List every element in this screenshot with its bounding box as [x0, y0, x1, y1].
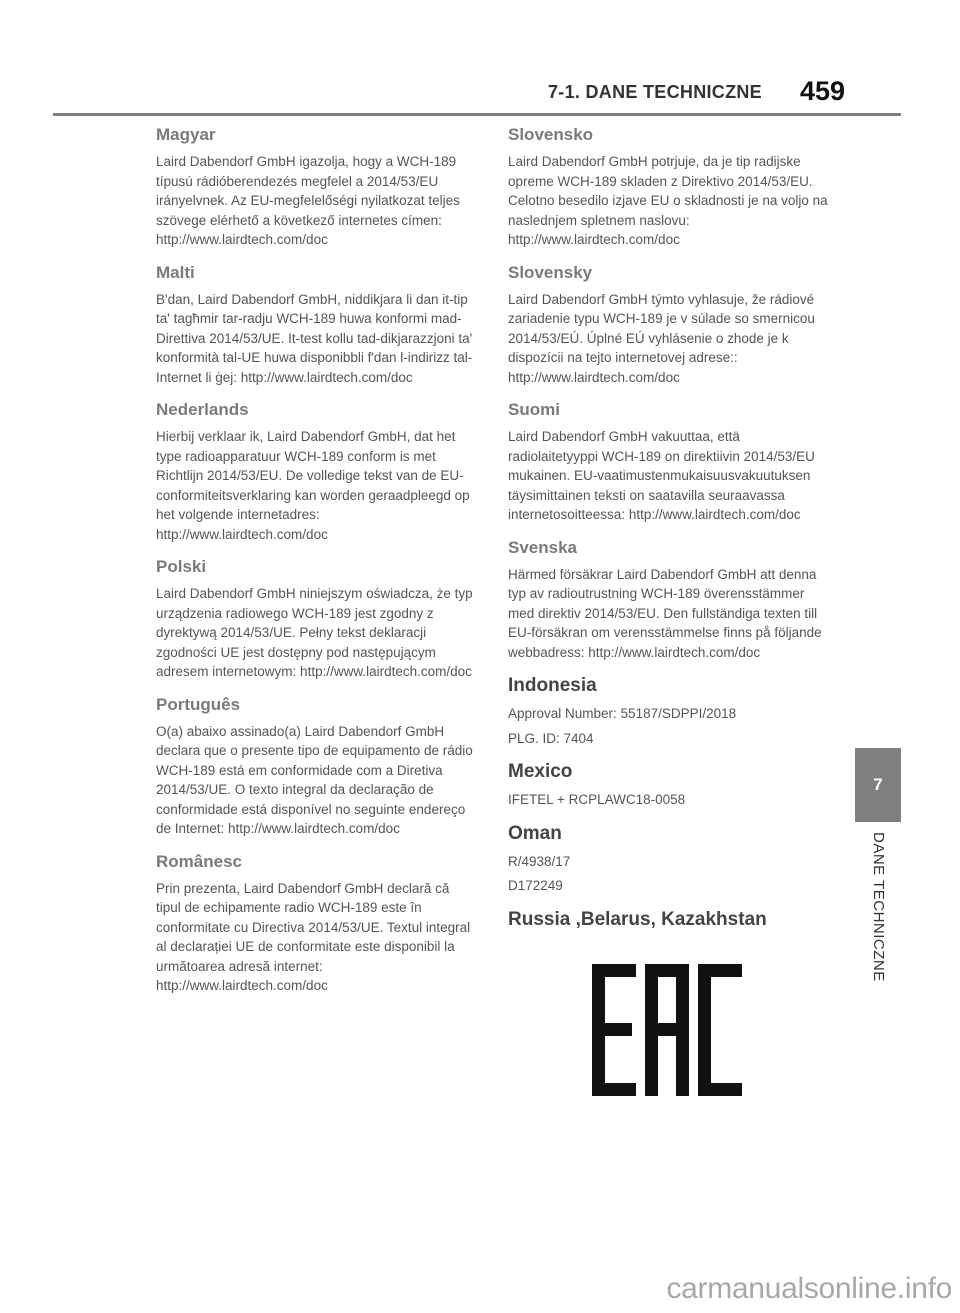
section-heading: Magyar — [156, 125, 216, 144]
approval-number: Approval Number: 55187/SDPPI/2018 — [508, 706, 737, 721]
section-polski — [156, 556, 476, 682]
section-heading: Suomi — [508, 400, 560, 419]
section-nederlands — [156, 399, 476, 544]
country-mexico — [508, 760, 828, 810]
left-column — [156, 124, 476, 1008]
section-svenska — [508, 537, 828, 663]
plg-id: PLG. ID: 7404 — [508, 730, 594, 746]
registration-number: R/4938/17 — [508, 853, 571, 869]
ifetel-number: IFETEL + RCPLAWC18-0058 — [508, 792, 686, 807]
section-heading: Português — [156, 694, 241, 714]
section-portugues — [156, 694, 476, 839]
section-heading: Polski — [156, 557, 207, 576]
section-heading: Nederlands — [156, 400, 249, 419]
section-slovensko — [508, 124, 828, 250]
section-text: B'dan, Laird Dabendorf GmbH, niddikjara li dan it-tip ta' tagħmir tar-radju WCH-189 huwa konformi mad-Direttiva 2014/53/UE. It-test kollu tad-dikjarazzjoni ta' konformità tal-UE huwa disponibbli f'dan l-indirizz tal-Internet li ġej: http://www.lairdtech.com/doc — [156, 291, 473, 385]
header-divider — [53, 113, 901, 116]
section-magyar — [156, 124, 476, 250]
dealer-number: D172249 — [508, 878, 563, 893]
section-malti — [156, 262, 476, 388]
country-heading: Indonesia — [508, 675, 597, 696]
page-number: 459 — [800, 76, 846, 106]
section-text: Prin prezenta, Laird Dabendorf GmbH declară că tipul de echipamente radio WCH-189 este în conformitate cu Directiva 2014/53/UE. Textul integral al declarației UE de conformitate este disponibil la următoarea adresă internet: http://www.lairdtech.com/doc — [156, 880, 471, 993]
section-text: O(a) abaixo assinado(a) Laird Dabendorf GmbH declara que o presente tipo de equipamento de rádio WCH-189 está em conformidade com a Diretiva 2014/53/UE. O texto integral da declaração de conformidade está disponível no seguinte endereço de Internet: http://www.lairdtech.com/doc — [156, 723, 473, 836]
section-suomi — [508, 399, 828, 525]
country-oman — [508, 822, 828, 896]
chapter-tab[interactable] — [855, 748, 901, 822]
country-heading: Russia ,Belarus, Kazakhstan — [508, 908, 767, 930]
section-heading: Românesc — [156, 851, 242, 871]
section-heading: Svenska — [508, 537, 577, 557]
section-text: Laird Dabendorf GmbH potrjuje, da je tip radijske opreme WCH-189 skladen z Direktivo 2014/53/EU. Celotno besedilo izjave EU o skladnosti je na voljo na naslednjem spletnem naslovu: http://www.lairdtech.com/doc — [508, 154, 828, 247]
section-text: Laird Dabendorf GmbH igazolja, hogy a WCH-189 típusú rádióberendezés megfelel a 2014/53/EU irányelvnek. Az EU-megfelelőségi nyilatkozat teljes szövege elérhető a következő internetes címen: http://www.lairdtech.com/doc — [156, 154, 460, 247]
section-heading: Slovensky — [508, 262, 593, 282]
chapter-title: 7-1. DANE TECHNICZNE — [547, 82, 762, 102]
country-heading: Mexico — [508, 761, 573, 782]
right-column — [508, 124, 828, 1113]
country-indonesia — [508, 674, 828, 748]
country-russia — [508, 908, 828, 1101]
section-text: Härmed försäkrar Laird Dabendorf GmbH att denna typ av radioutrustning WCH-189 överensstämmer med direktiv 2014/53/EU. Den fullständiga texten till EU-försäkran om verensstämmelse finns på följande webbadress: http://www.lairdtech.com/doc — [508, 566, 822, 660]
eac-certification-mark-icon — [592, 964, 742, 1096]
section-text: Laird Dabendorf GmbH týmto vyhlasuje, že rádiové zariadenie typu WCH-189 je v súlade so smernicou 2014/53/EÚ. Úplné EÚ vyhlásenie o zhode je k dispozícii na tejto internetovej adrese:: http://www.lairdtech.com/doc — [508, 291, 815, 385]
section-romanesc — [156, 851, 476, 996]
section-text: Laird Dabendorf GmbH niniejszym oświadcza, że typ urządzenia radiowego WCH-189 jest zgodny z dyrektywą 2014/53/UE. Pełny tekst deklaracji zgodności UE jest dostępny pod następującym adresem internetowym: http://www.lairdtech.com/doc — [156, 586, 473, 679]
section-text: Hierbij verklaar ik, Laird Dabendorf GmbH, dat het type radioapparatuur WCH-189 conform is met Richtlijn 2014/53/EU. De volledige tekst van de EU-conformiteitsverklaring kan worden geraadpleegd op het volgende internetadres: http://www.lairdtech.com/doc — [156, 429, 470, 542]
country-heading: Oman — [508, 822, 562, 844]
chapter-side-label: DANE TECHNICZNE — [870, 832, 887, 982]
section-heading: Malti — [156, 262, 195, 282]
watermark: carmanualsonline.info — [666, 1272, 952, 1305]
section-heading: Slovensko — [508, 125, 594, 144]
section-text: Laird Dabendorf GmbH vakuuttaa, että radiolaitetyyppi WCH-189 on direktiivin 2014/53/EU mukainen. EU-vaatimustenmukaisuusvakuutuksen täysimittainen teksti on saatavilla seuraavassa internetosoitteessa: http://www.lairdtech.com/doc — [508, 429, 815, 522]
section-slovensky — [508, 262, 828, 388]
chapter-number: 7 — [873, 775, 883, 794]
